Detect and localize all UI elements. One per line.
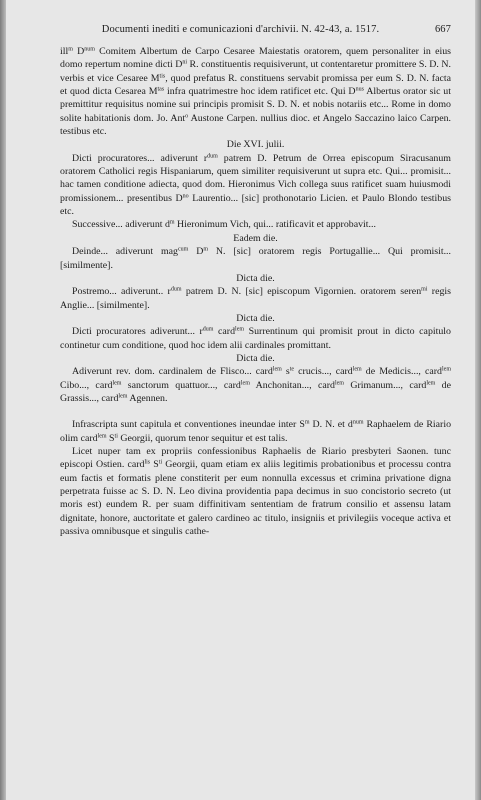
running-title: Documenti inediti e comunicazioni d'archivii. N. 42-43, a. 1517.: [101, 24, 380, 35]
document-body: [60, 45, 451, 538]
paragraph: Deinde... adiverunt mag$^{cum}$ $D^m$ N. [sic] oratorem regis Portugallie... Qui promisit... [similmente].: [60, 246, 451, 271]
paragraph: Adiverunt rev. dom. cardinalem de Flisco... card$^{lem}$ $s^{te}$ crucis..., card$^{lem}$ de Medicis..., card$^{lem}$ Cibo..., card$^{lem}$ sanctorum quattuor..., card$^{lem}$ Anchonitan..., card$^{lem}$ Grimanum..., card$^{lem}$ de Grassis..., card$^{lem}$ Agennen.: [60, 366, 451, 404]
paragraph: ill$^m$ $D^{num}$ Comitem Albertum de Carpo Cesaree Maiestatis oratorem, quem personaliter in eius domo repertum nomine dicti $D^{ni}$ R. constituentis requisiverunt, ut contentaretur promittere S. D. N. verbis et vice Cesaree $M^{tis}$, quod prefatus R. constituens servabit promissa per eum S. D. N. facta et quod dicta Cesarea $M^{tas}$ infra quatrimestre hoc idem ratificet etc. Qui $D^{nus}$ Albertus orator sic ut premittitur requisitus nomine sui principis promisit S. D. N. et nobis notariis etc... Rome in domo solite habitationis dom. Jo. Ant$^o$ Austone Carpen. nullius dioc. et Angelo Saccazino laico Carpen. testibus etc.: [60, 46, 452, 138]
date-heading: Dicta die.: [236, 352, 275, 364]
running-header: [60, 24, 451, 35]
page-number: 667: [434, 24, 451, 35]
paragraph: Successive... adiverunt $d^m$ Hieronimum Vich, qui... ratificavit et approbavit...: [72, 219, 376, 231]
paragraph: Dicti procuratores... adiverunt $r^{dum}$ patrem D. Petrum de Orrea episcopum Siracusanum oratorem Catholici regis Hispaniarum, quem similiter requisiverunt ut supra etc. Qui... promisit... hac tamen conditione adiecta, quod dom. Hieronimus Vich collega suus ratificet suam huiusmodi promissionem... presentibus $D^{no}$ Laurentio... [sic] prothonotario Licien. et Paulo Blondo testibus etc.: [60, 152, 451, 218]
page-left-edge: [0, 0, 6, 800]
date-heading: Dicta die.: [236, 312, 275, 324]
paragraph: Postremo... adiverunt.. $r^{dum}$ patrem D. N. [sic] episcopum Vigornien. oratorem seren$^{mi}$ regis Anglie... [similmente].: [60, 286, 451, 311]
date-heading: Eadem die.: [233, 232, 278, 244]
paragraph: Licet nuper tam ex propriis confessionibus Raphaelis de Riario presbyteri Saonen. tunc episcopi Ostien. card$^{lis}$ $S^{ti}$ Georgii, quam etiam ex aliis legitimis probationibus et processu contra eum factis et formatis plene constiterit per eum nonnulla excessus et crimina privatione digna perpetrata fuisse ac S. D. N. Leo divina providentia papa decimus in suo concistorio secreto (ut moris est) eundem R. per suam diffinitivam sententiam de fratrum consilio et assensu latam dignitate, honore, auctoritate et galero cardineo ac titulo, insigniis et privilegiis voceque activa et passiva omnibusque et singulis cathe-: [60, 445, 451, 538]
paragraph-gap: [60, 405, 451, 418]
date-heading: Dicta die.: [236, 272, 275, 284]
paragraph: Dicti procuratores adiverunt... $r^{dum}$ card$^{lem}$ Surrentinum qui promisit prout in dicto capitulo continetur cum conditione, quod hoc idem alii cardinales promittant.: [60, 326, 451, 351]
paragraph: Infrascripta sunt capitula et conventiones ineundae inter $S^m$ D. N. et $d^{num}$ Raphaelem de Riario olim card$^{lem}$ $S^{ti}$ Georgii, quorum tenor sequitur et est talis.: [60, 419, 452, 444]
page-right-edge: [475, 0, 481, 800]
date-heading: Die XVI. julii.: [226, 139, 285, 151]
